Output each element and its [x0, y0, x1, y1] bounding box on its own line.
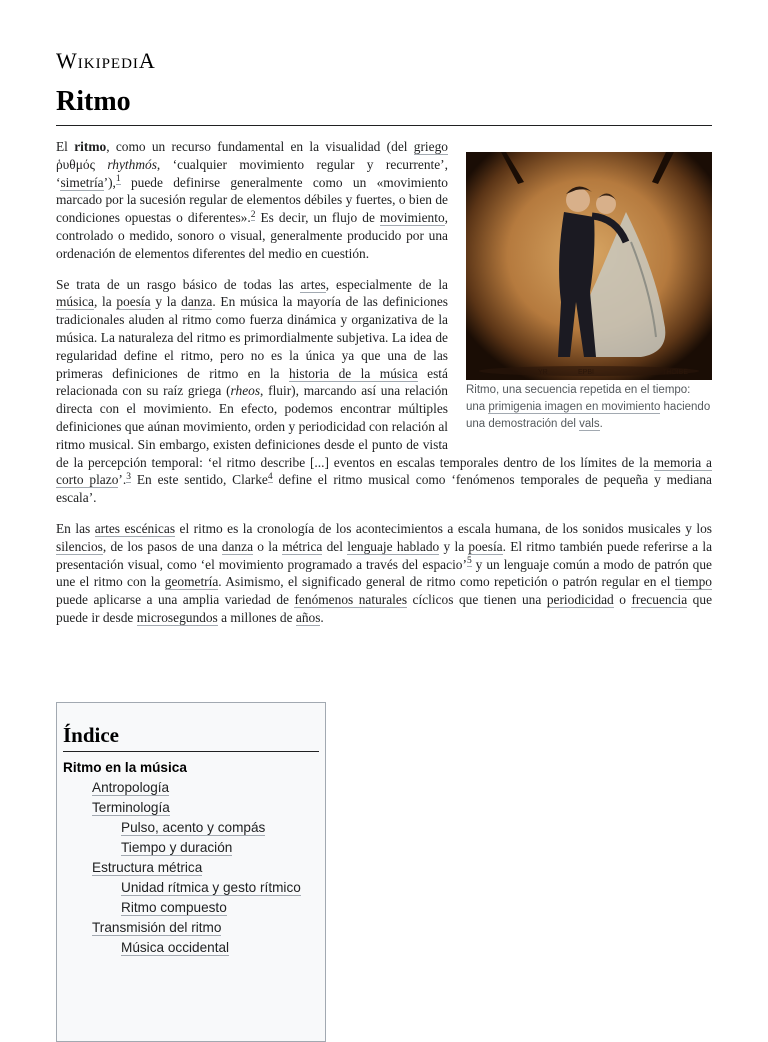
image-label-right: THOIBE	[662, 369, 689, 376]
toc-item-ritmo-compuesto[interactable]	[63, 898, 319, 918]
link-lenguaje-hablado[interactable]: lenguaje hablado	[347, 538, 440, 554]
article-content	[56, 138, 712, 640]
ref-4[interactable]: 4	[267, 471, 273, 482]
text: y la	[150, 294, 182, 310]
text: El	[56, 139, 75, 154]
text: o la	[253, 538, 283, 554]
ref-1[interactable]: 1	[115, 174, 121, 185]
toc-item-terminologia[interactable]	[63, 798, 319, 818]
text: Es decir, un flujo de	[255, 210, 380, 226]
link-musica[interactable]: música	[56, 294, 94, 310]
table-of-contents	[56, 702, 326, 1042]
link-frecuencia[interactable]: frecuencia	[631, 592, 688, 608]
toc-item-pulso-acento-compas[interactable]	[63, 818, 319, 838]
italic-term: rhythmós	[107, 156, 157, 172]
text: a millones de	[217, 609, 296, 625]
text: y la	[439, 538, 469, 554]
text: que puede ir desde	[56, 592, 713, 625]
caption-text: haciendo una demostración del	[466, 401, 711, 430]
text: Se trata de un rasgo básico de todas las	[56, 276, 301, 292]
text: puede definirse generalmente como un «movimiento marcado por la sucesión regular de elementos débiles y fuertes, o bien de condiciones opuestas o diferentes».	[56, 174, 448, 226]
paragraph-arts	[56, 520, 712, 627]
toc-item-antropologia[interactable]	[63, 778, 319, 798]
toc-item-label: Estructura métrica	[92, 860, 203, 875]
link-poesia[interactable]: poesía	[468, 538, 503, 554]
text: del	[322, 538, 348, 554]
article-figure	[466, 152, 712, 433]
title-divider	[56, 125, 712, 126]
toc-item-label: Música occidental	[121, 940, 230, 955]
toc-item-ritmo-musica[interactable]	[63, 758, 319, 778]
text: está relacionada con su raíz griega (	[56, 365, 448, 399]
link-geometria[interactable]: geometría	[164, 574, 219, 590]
text: . Asimismo, el significado general de ritmo como repetición o patrón regular en el	[218, 574, 675, 590]
text: cíclicos que tienen una	[407, 592, 547, 608]
text: el ritmo es la cronología de los acontecimientos a escala humana, de los sonidos musicales y los	[175, 520, 712, 536]
text: o	[613, 592, 632, 608]
caption-text: .	[599, 418, 603, 430]
text: , especialmente de la	[325, 276, 448, 292]
toc-item-label: Ritmo compuesto	[121, 900, 227, 915]
link-griego[interactable]: griego	[413, 139, 448, 154]
text: En este sentido, Clarke	[130, 472, 268, 488]
text: , controlado o medido, sonoro o visual, generalmente producido por una ordenación de elementos diferentes del medio en cuestión.	[56, 210, 448, 261]
text: . En música la mayoría de las definiciones tradicionales aluden al ritmo como fuerza dinámica y organizativa de la música. La naturaleza del ritmo es primordialmente subjetiva. La idea de regularidad define el ritmo, pero no es la única ya que una de las primeras definiciones de ritmo en la	[56, 294, 449, 381]
link-simetria[interactable]: simetría	[60, 174, 104, 190]
text: ’.	[118, 472, 127, 488]
toc-list	[63, 758, 319, 958]
link-movimiento[interactable]: movimiento	[379, 210, 445, 226]
toc-item-label: Tiempo y duración	[121, 840, 233, 855]
text: . El ritmo también puede referirse a la presentación visual, como ‘el movimiento programado a través del espacio’	[56, 538, 713, 572]
toc-item-label: Unidad rítmica y gesto rítmico	[121, 880, 301, 895]
link-memoria-corto-plazo[interactable]: memoria a corto plazo	[56, 454, 713, 488]
image-label-mid: EPBI	[578, 369, 594, 376]
text: puede aplicarse a una amplia variedad de	[56, 592, 295, 608]
toc-item-label: Transmisión del ritmo	[92, 920, 222, 935]
ref-2[interactable]: 2	[250, 209, 256, 220]
waltz-dancers-image[interactable]	[466, 152, 712, 380]
toc-title: Índice	[63, 723, 319, 752]
text: , como un recurso fundamental en la visualidad (del	[106, 139, 414, 154]
link-metrica[interactable]: métrica	[282, 538, 323, 554]
toc-item-transmision-ritmo[interactable]	[63, 918, 319, 938]
caption-link-imagen-movimiento[interactable]: primigenia imagen en movimiento	[488, 401, 661, 413]
toc-item-estructura-metrica[interactable]	[63, 858, 319, 878]
link-danza[interactable]: danza	[221, 538, 254, 554]
link-periodicidad[interactable]: periodicidad	[546, 592, 614, 608]
caption-link-vals[interactable]: vals	[579, 418, 600, 430]
toc-item-label: Pulso, acento y compás	[121, 820, 266, 835]
text: define el ritmo musical como ‘fenómenos temporales de pequeña y mediana escala’.	[56, 472, 712, 506]
waltz-dancers-illustration	[466, 152, 712, 380]
toc-item-label: Terminología	[92, 800, 170, 815]
page-title: Ritmo	[56, 86, 131, 117]
link-historia-musica[interactable]: historia de la música	[288, 365, 418, 381]
link-microsegundos[interactable]: microsegundos	[136, 609, 218, 625]
toc-item-label: Ritmo en la música	[63, 760, 187, 775]
link-artes[interactable]: artes	[300, 276, 326, 292]
toc-item-label: Antropología	[92, 780, 170, 795]
image-label-left: YR	[538, 369, 548, 376]
text: , fluir), marcando así una relación directa con el movimiento. En efecto, podemos encontrar múltiples definiciones que aúnan movimiento, orden y periodicidad con relación al ritmo musical. Sin embargo, existen definiciones desde el punto de vista de la percepción temporal: ‘el ritmo describe [...] eventos en escalas temporales dentro de los límites de la	[56, 383, 654, 470]
text: .	[320, 609, 324, 625]
ref-5[interactable]: 5	[466, 556, 472, 567]
toc-item-musica-occidental[interactable]	[63, 938, 319, 958]
link-tiempo[interactable]: tiempo	[674, 574, 712, 590]
link-silencios[interactable]: silencios	[56, 538, 103, 554]
text: , de los pasos de una	[102, 538, 222, 554]
link-danza[interactable]: danza	[181, 294, 213, 310]
wikipedia-wordmark[interactable]: WikipediA	[56, 48, 156, 73]
text: , ‘cualquier movimiento regular y recurrente’, ‘	[56, 156, 448, 190]
text: ’),	[103, 174, 116, 190]
link-fenomenos-naturales[interactable]: fenómenos naturales	[294, 592, 408, 608]
link-artes-escenicas[interactable]: artes escénicas	[94, 520, 176, 536]
figure-caption	[466, 382, 712, 433]
italic-term: rheos	[230, 383, 261, 399]
toc-item-tiempo-duracion[interactable]	[63, 838, 319, 858]
text: , la	[93, 294, 117, 310]
ref-3[interactable]: 3	[126, 471, 131, 482]
link-anos[interactable]: años	[295, 609, 321, 625]
bold-term: ritmo	[74, 139, 107, 154]
text: ῥυθμός	[56, 156, 108, 172]
text: En las	[56, 520, 95, 536]
text: y un lenguaje común a modo de patrón que une el ritmo con la	[56, 556, 712, 590]
toc-item-unidad-ritmica[interactable]	[63, 878, 319, 898]
caption-text: Ritmo, una secuencia repetida en el tiempo: una	[466, 384, 691, 413]
link-poesia[interactable]: poesía	[116, 294, 151, 310]
